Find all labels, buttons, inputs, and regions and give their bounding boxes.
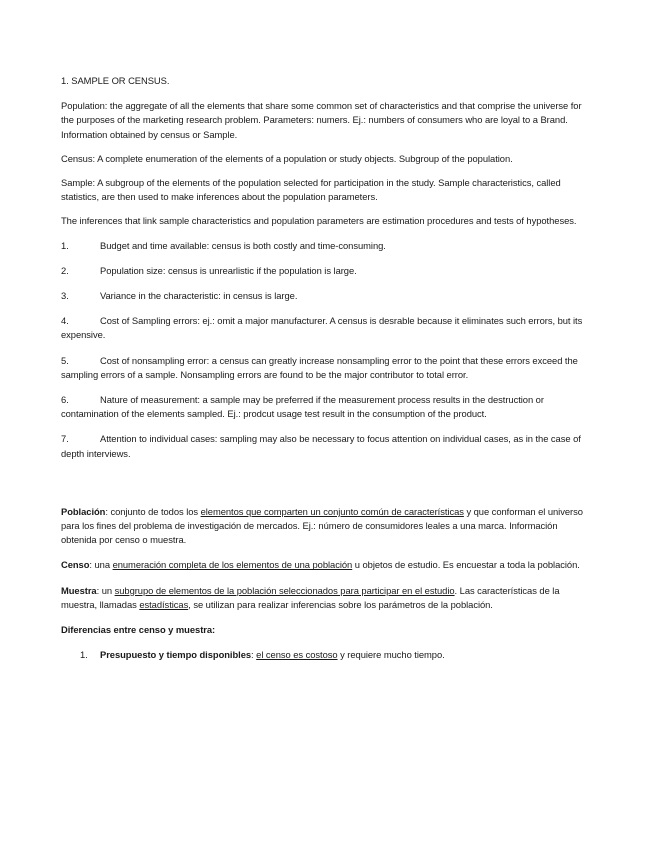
censo-underlined: enumeración completa de los elementos de una población bbox=[112, 559, 353, 571]
list-item-separator: : bbox=[251, 649, 257, 661]
list-item-text: Variance in the characteristic: in census is large. bbox=[100, 290, 298, 302]
censo-costoso-underlined: el censo es costoso bbox=[256, 649, 338, 661]
list-item-number: 7. bbox=[61, 433, 69, 445]
population-paragraph: Population: the aggregate of all the elements that share some common set of characteristics and that comprise the universe for the purposes of the marketing research problem. Parameters: numers. Ej.: numbers of consumers who are loyal to a Brand. Information obtained by census or Sample. bbox=[61, 100, 582, 140]
document-body bbox=[61, 74, 592, 662]
censo-text: : una bbox=[89, 559, 113, 571]
muestra-paragraph bbox=[61, 584, 592, 612]
list-item bbox=[61, 314, 592, 342]
muestra-text-mid: . Las características de la muestra, llamadas bbox=[61, 584, 560, 610]
list-item-text: Population size: census is unrearlistic if the population is large. bbox=[100, 264, 357, 276]
list-item bbox=[61, 354, 592, 382]
censo-text-rest: u objetos de estudio. Es encuestar a toda la población. bbox=[352, 559, 580, 571]
list-item-text: Attention to individual cases: sampling may also be necessary to focus attention on individual cases, as in the case of depth interviews. bbox=[61, 433, 581, 459]
muestra-text: : un bbox=[96, 584, 115, 596]
list-item-text: Cost of Sampling errors: ej.: omit a major manufacturer. A census is desrable because it eliminates such errors, but its expensive. bbox=[61, 315, 583, 341]
list-item-text: y requiere mucho tiempo. bbox=[337, 649, 445, 661]
list-item-text: Cost of nonsampling error: a census can greatly increase nonsampling error to the point that these errors exceed the sampling errors of a sample. Nonsampling errors are found to be the major contributor to total error. bbox=[61, 354, 578, 380]
muestra-text-rest: , se utilizan para realizar inferencias sobre los parámetros de la población. bbox=[188, 598, 493, 610]
list-item bbox=[61, 239, 592, 253]
poblacion-label: Población bbox=[61, 505, 106, 517]
list-item bbox=[61, 432, 592, 460]
list-item-text: Nature of measurement: a sample may be preferred if the measurement process results in the destruction or contamination of the elements sampled. Ej.: prodcut usage test result in the consumption of the product. bbox=[61, 394, 544, 420]
presupuesto-label: Presupuesto y tiempo disponibles bbox=[100, 649, 252, 661]
list-item-number: 3. bbox=[61, 290, 69, 302]
poblacion-text: : conjunto de todos los bbox=[105, 505, 201, 517]
numbered-list bbox=[61, 239, 592, 461]
section-heading: 1. SAMPLE OR CENSUS. bbox=[61, 75, 170, 86]
list-item-number: 1. bbox=[61, 239, 69, 251]
sample-paragraph: Sample: A subgroup of the elements of the population selected for participation in the study. Sample characteristics, called statistics, are then used to make inferences about the population parameters. bbox=[61, 177, 561, 203]
diferencias-heading-text: Diferencias entre censo y muestra: bbox=[61, 624, 216, 636]
list-item-number: 4. bbox=[61, 315, 69, 327]
list-item-number: 5. bbox=[61, 354, 69, 366]
censo-paragraph bbox=[61, 558, 592, 572]
diferencias-heading bbox=[61, 623, 592, 637]
estadisticas-underlined: estadísticas bbox=[139, 598, 189, 610]
list-item-text: Budget and time available: census is both costly and time-consuming. bbox=[100, 239, 386, 251]
list-item-number: 2. bbox=[61, 264, 69, 276]
poblacion-text-rest: y que conforman el universo para los fines del problema de investigación de mercados. Ej.: número de consumidores leales a una marca. Información obtenida por censo o muestra. bbox=[61, 505, 583, 546]
inferences-paragraph: The inferences that link sample characteristics and population parameters are estimation procedures and tests of hypotheses. bbox=[61, 215, 577, 227]
list-item bbox=[61, 648, 592, 662]
list-item bbox=[61, 393, 592, 421]
section-spacer bbox=[61, 472, 592, 505]
list-item bbox=[61, 264, 592, 278]
poblacion-underlined: elementos que comparten un conjunto común de características bbox=[200, 505, 464, 517]
list-item-number: 6. bbox=[61, 394, 69, 406]
list-item-number: 1. bbox=[80, 649, 88, 661]
census-paragraph: Census: A complete enumeration of the elements of a population or study objects. Subgroup of the population. bbox=[61, 152, 513, 164]
list-item bbox=[61, 289, 592, 303]
censo-label: Censo bbox=[61, 559, 90, 571]
muestra-underlined: subgrupo de elementos de la población seleccionados para participar en el estudio bbox=[114, 584, 455, 596]
muestra-label: Muestra bbox=[61, 584, 97, 596]
poblacion-paragraph bbox=[61, 505, 592, 548]
